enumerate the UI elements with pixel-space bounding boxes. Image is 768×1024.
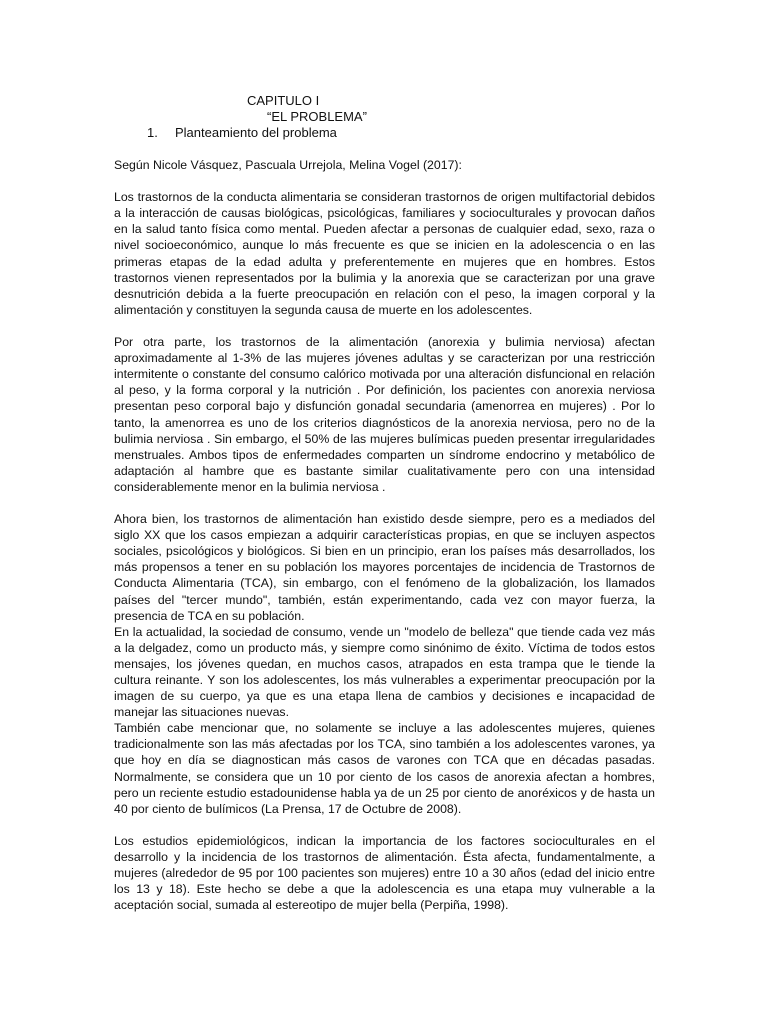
section-title: Planteamiento del problema [175,125,337,140]
document-body [114,157,655,913]
paragraph-5: También cabe mencionar que, no solamente se incluye a las adolescentes mujeres, quienes tradicionalmente son las más afectadas por los TCA, sino también a los adolescentes varones, ya que hoy en día se diagnostican más casos de varones con TCA que en décadas pasadas. Normalmente, se considera que un 10 por ciento de los casos de anorexia afectan a hombres, pero un reciente estudio estadounidense habla ya de un 25 por ciento de anoréxicos y de hasta un 40 por ciento de bulímicos (La Prensa, 17 de Octubre de 2008). [114,721,655,816]
section-number: 1. [147,125,158,140]
paragraph-6: Los estudios epidemiológicos, indican la importancia de los factores socioculturales en el desarrollo y la incidencia de los trastornos de alimentación. Ésta afecta, fundamentalmente, a mujeres (alrededor de 95 por 100 pacientes son mujeres) entre 10 a 30 años (edad del inicio entre los 13 y 18). Este hecho se debe a que la adolescencia es una etapa muy vulnerable a la aceptación social, sumada al estereotipo de mujer bella (Perpiña, 1998). [114,833,655,913]
paragraph-3: Ahora bien, los trastornos de alimentación han existido desde siempre, pero es a mediados del siglo XX que los casos empiezan a adquirir características propias, en que se incluyen aspectos sociales, psicológicos y biológicos. Si bien en un principio, eran los países más desarrollados, los más propensos a tener en su población los mayores porcentajes de incidencia de Trastornos de Conducta Alimentaria (TCA), sin embargo, con el fenómeno de la globalización, los llamados países del "tercer mundo", también, están experimentando, cada vez con mayor fuerza, la presencia de TCA en su población. [114,512,655,623]
paragraph-1: Los trastornos de la conducta alimentaria se consideran trastornos de origen multifactorial debidos a la interacción de causas biológicas, psicológicas, familiares y socioculturales y provocan daños en la salud tanto física como mental. Pueden afectar a personas de cualquier edad, sexo, raza o nivel socioeconómico, aunque lo más frecuente es que se inicien en la adolescencia o en las primeras etapas de la edad adulta y preferentemente en mujeres que en hombres. Estos trastornos vienen representados por la bulimia y la anorexia que se caracterizan por una grave desnutrición debida a la fuerte preocupación en relación con el peso, la imagen corporal y la alimentación y constituyen la segunda causa de muerte en los adolescentes. [114,190,655,317]
paragraph-2: Por otra parte, los trastornos de la alimentación (anorexia y bulimia nerviosa) afectan aproximadamente al 1-3% de las mujeres jóvenes adultas y se caracterizan por una restricción intermitente o constante del consumo calórico motivada por una alteración disfuncional en relación al peso, y la forma corporal y la nutrición . Por definición, los pacientes con anorexia nerviosa presentan peso corporal bajo y disfunción gonadal secundaria (amenorrea en mujeres) . Por lo tanto, la amenorrea es uno de los criterios diagnósticos de la anorexia nerviosa, pero no de la bulimia nerviosa . Sin embargo, el 50% de las mujeres bulímicas pueden presentar irregularidades menstruales. Ambos tipos de enfermedades comparten un síndrome endocrino y metabólico de adaptación al hambre que es bastante similar cualitativamente pero con una intensidad considerablemente menor en la bulimia nerviosa . [114,335,655,494]
chapter-heading: CAPITULO I [247,93,320,108]
paragraph-4: En la actualidad, la sociedad de consumo, vende un "modelo de belleza" que tiende cada vez más a la delgadez, como un producto más, y siempre como sinónimo de éxito. Víctima de todos estos mensajes, los jóvenes quedan, en muchos casos, atrapados en esta trampa que le tiende la cultura reinante. Y son los adolescentes, los más vulnerables a experimentar preocupación por la imagen de su cuerpo, ya que es una etapa llena de cambios y decisiones e incapacidad de manejar las situaciones nuevas. [114,624,655,720]
section-heading [147,125,337,141]
problem-title: “EL PROBLEMA” [267,109,367,124]
citation-line: Según Nicole Vásquez, Pascuala Urrejola, Melina Vogel (2017): [114,158,462,172]
